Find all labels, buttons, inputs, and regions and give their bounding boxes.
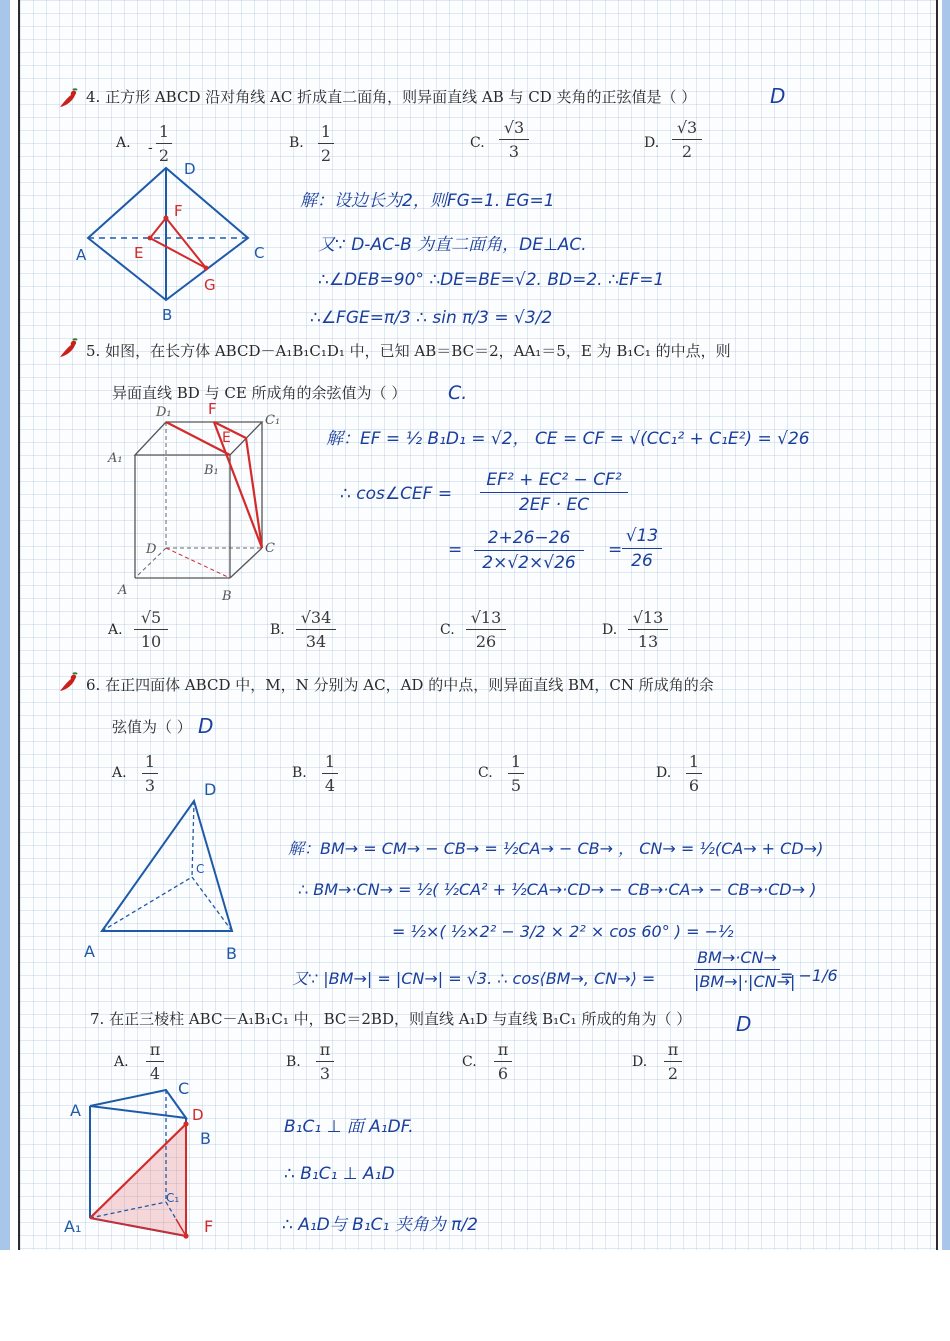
q4-option-b-value: 1 2 (318, 122, 334, 165)
q4-option-d-label: D. (644, 135, 660, 151)
q5-option-b-value: √34 34 (296, 608, 336, 651)
q5-option-a-label: A. (108, 622, 123, 638)
q6-figure (80, 775, 260, 970)
q7-solution-line-3: ∴ A₁D与 B₁C₁ 夹角为 π/2 (282, 1215, 478, 1235)
q5-label-a1: A₁ (108, 451, 123, 466)
q5-solution-equals-2: = (608, 540, 623, 560)
q5-stem-line-1: 5. 如图，在长方体 ABCD－A₁B₁C₁D₁ 中，已知 AB＝BC＝2，AA₁＝5，E 为 B₁C₁ 的中点，则 (86, 342, 731, 360)
q5-handwritten-answer: C. (448, 382, 468, 404)
q5-stem-line-2: 异面直线 BD 与 CE 所成角的余弦值为（ ） (112, 384, 407, 402)
q7-stem: 7. 在正三棱柱 ABC－A₁B₁C₁ 中，BC＝2BD，则直线 A₁D 与直线 B₁C₁ 所成的角为（ ） (90, 1010, 692, 1028)
q4-label-d: D (184, 160, 196, 178)
q4-option-a-value: 1 2 (156, 122, 172, 165)
page-right-edge (936, 0, 938, 1250)
q6-solution-line-4: 又∵ |BM→| = |CN→| = √3. ∴ cos⟨BM→, CN→⟩ = (292, 969, 656, 988)
q6-option-d-label: D. (656, 765, 672, 781)
q5-solution-equals-1: = (448, 540, 463, 560)
q6-option-c-label: C. (478, 765, 493, 781)
q5-label-e: E (222, 430, 231, 446)
q7-solution-line-2: ∴ B₁C₁ ⊥ A₁D (284, 1164, 395, 1184)
q4-label-b: B (162, 306, 173, 324)
q7-label-c1: C₁ (166, 1191, 180, 1205)
q7-option-a-label: A. (114, 1054, 129, 1070)
q4-option-c-value: √3 3 (499, 118, 529, 161)
q6-solution-line-2: ∴ BM→·CN→ = ½( ½CA² + ½CA→·CD→ − CB→·CA→ − CB→·CD→ ) (298, 880, 817, 899)
q4-label-a: A (76, 246, 87, 264)
q7-option-b-value: π 3 (316, 1040, 334, 1083)
q5-label-b: B (222, 589, 232, 604)
q7-option-d-label: D. (632, 1054, 648, 1070)
q4-option-a-label: A. (116, 135, 131, 151)
q7-figure (62, 1072, 232, 1250)
left-margin-bar (0, 0, 10, 1250)
q4-label-c: C (254, 244, 265, 262)
q4-solution-line-2: 又∵ D-AC-B 为直二面角，DE⊥AC. (318, 235, 587, 255)
q6-option-a-label: A. (112, 765, 127, 781)
q7-label-a1: A₁ (64, 1217, 82, 1236)
q5-label-c1: C₁ (265, 413, 281, 428)
q6-stem-line-1: 6. 在正四面体 ABCD 中，M，N 分别为 AC，AD 的中点，则异面直线 BM，CN 所成角的余 (86, 676, 714, 694)
q5-label-c: C (265, 541, 275, 556)
q4-figure (78, 160, 278, 325)
q4-solution-line-3: ∴∠DEB=90° ∴DE=BE=√2. BD=2. ∴EF=1 (318, 270, 665, 290)
q7-option-c-label: C. (462, 1054, 477, 1070)
q6-option-b-value: 1 4 (322, 752, 338, 795)
right-margin-bar (942, 0, 950, 1250)
q5-option-c-value: √13 26 (466, 608, 506, 651)
q5-option-c-label: C. (440, 622, 455, 638)
q7-handwritten-answer: D (736, 1012, 752, 1036)
q4-solution-line-1: 解：设边长为2，则FG=1. EG=1 (300, 191, 555, 211)
q7-option-d-value: π 2 (664, 1040, 682, 1083)
q6-solution-line-3: = ½×( ½×2² − 3/2 × 2² × cos 60° ) = −½ (392, 922, 734, 941)
q6-label-b: B (226, 944, 237, 963)
q5-solution-line-1: 解：EF = ½ B₁D₁ = √2， CE = CF = √(CC₁² + C₁E²) = √26 (326, 429, 810, 449)
q4-label-g: G (204, 276, 216, 294)
q4-label-f: F (174, 202, 183, 220)
q4-option-c-label: C. (470, 135, 485, 151)
q7-option-b-label: B. (286, 1054, 301, 1070)
q5-label-a: A (118, 583, 128, 598)
q6-option-a-value: 1 3 (142, 752, 158, 795)
q6-label-d: D (204, 780, 217, 799)
q6-option-d-value: 1 6 (686, 752, 702, 795)
q6-solution-line-1: 解：BM→ = CM→ − CB→ = ½CA→ − CB→ ， CN→ = ½(CA→ + CD→) (288, 839, 824, 858)
q5-label-f: F (208, 400, 217, 418)
q6-option-b-label: B. (292, 765, 307, 781)
q5-solution-result: √13 26 (622, 526, 662, 571)
q5-label-d1: D₁ (156, 405, 172, 420)
q5-option-d-label: D. (602, 622, 618, 638)
q4-handwritten-answer: D (770, 84, 786, 108)
q7-option-a-value: π 4 (146, 1040, 164, 1083)
q7-label-f: F (204, 1217, 214, 1236)
chili-pepper-icon (58, 88, 80, 110)
q6-solution-fraction: BM→·CN→ |BM→|·|CN→| (694, 948, 796, 991)
q7-label-a: A (70, 1101, 81, 1120)
q5-solution-fraction-1: EF² + EC² − CF² 2EF · EC (480, 470, 628, 515)
q4-option-a-sign: - (148, 140, 153, 156)
q4-stem: 4. 正方形 ABCD 沿对角线 AC 折成直二面角，则异面直线 AB 与 CD 夹角的正弦值是（ ） (86, 88, 697, 106)
q5-label-d: D (146, 542, 157, 557)
q6-stem-line-2: 弦值为（ ） (112, 718, 192, 736)
q7-label-c: C (178, 1079, 190, 1098)
q4-option-b-label: B. (289, 135, 304, 151)
q6-label-a: A (84, 942, 95, 961)
q5-solution-cos-label: ∴ cos∠CEF = (340, 484, 453, 504)
q6-label-c: C (196, 862, 205, 876)
q5-solution-fraction-2: 2+26−26 2×√2×√26 (474, 528, 584, 573)
page-left-edge (18, 0, 20, 1250)
q4-solution-line-4: ∴∠FGE=π/3 ∴ sin π/3 = √3/2 (310, 308, 553, 328)
q6-solution-result: = −1/6 (780, 966, 838, 985)
q5-option-b-label: B. (270, 622, 285, 638)
q7-label-b: B (200, 1129, 211, 1148)
q5-label-b1: B₁ (204, 463, 219, 478)
q5-option-a-value: √5 10 (134, 608, 168, 651)
q5-option-d-value: √13 13 (628, 608, 668, 651)
chili-pepper-icon (58, 338, 80, 360)
q4-label-e: E (134, 244, 144, 262)
q6-option-c-value: 1 5 (508, 752, 524, 795)
q7-label-d: D (192, 1106, 204, 1124)
q4-option-d-value: √3 2 (672, 118, 702, 161)
q6-handwritten-answer: D (198, 714, 214, 738)
q5-figure (100, 400, 290, 610)
q7-option-c-value: π 6 (494, 1040, 512, 1083)
chili-pepper-icon (58, 672, 80, 694)
q7-solution-line-1: B₁C₁ ⊥ 面 A₁DF. (284, 1117, 414, 1137)
